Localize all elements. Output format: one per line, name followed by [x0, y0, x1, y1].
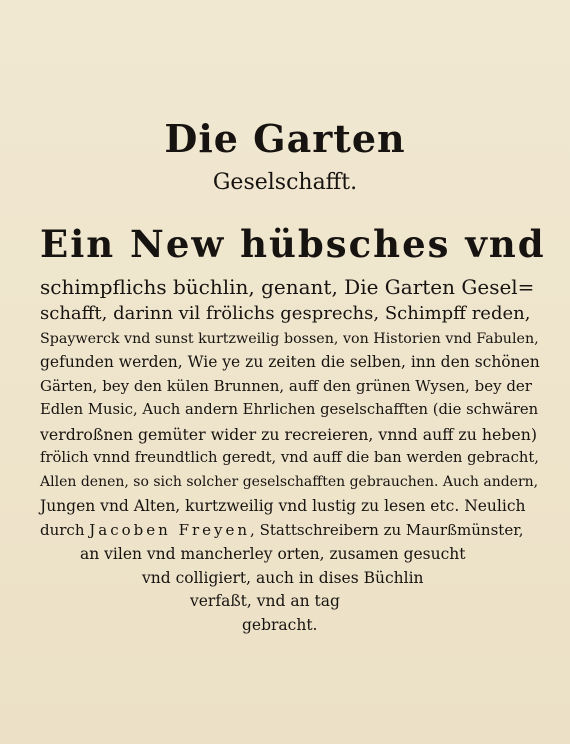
text-line-11-rest: , Stattschreibern zu Maurßmünster, — [250, 521, 524, 539]
page-title: Die Garten — [164, 116, 406, 161]
headline: Ein New hübsches vnd — [40, 222, 546, 266]
text-line-9: Allen denen, so sich solcher geselschafften gebrauchen. Auch andern, — [40, 474, 539, 490]
text-line-8: frölich vnnd freundtlich geredt, vnd auff die ban werden gebracht, — [40, 449, 539, 466]
text-line-6: Edlen Music, Auch andern Ehrlichen geselschafften (die schwären — [40, 401, 539, 418]
text-line-12: an vilen vnd mancherley orten, zusamen gesucht — [80, 545, 466, 563]
text-line-7: verdroßnen gemüter wider zu recreieren, vnnd auff zu heben) — [40, 425, 538, 444]
text-line-10: Jungen vnd Alten, kurtzweilig vnd lustig zu lesen etc. Neulich — [40, 497, 526, 515]
text-line-15: gebracht. — [242, 616, 318, 634]
text-line-5: Gärten, bey den külen Brunnen, auff den grünen Wysen, bey der — [40, 377, 532, 395]
page-subtitle: Geselschafft. — [212, 170, 358, 195]
text-line-14: verfaßt, vnd an tag — [190, 592, 340, 610]
author-name: Jacoben Freyen — [89, 521, 251, 539]
text-line-4: gefunden werden, Wie ye zu zeiten die selben, inn den schönen — [40, 353, 540, 371]
text-line-3: Spaywerck vnd sunst kurtzweilig bossen, von Historien vnd Fabulen, — [40, 331, 539, 347]
text-line-11 — [40, 523, 524, 538]
text-line-13: vnd colligiert, auch in dises Büchlin — [142, 569, 424, 587]
text-line-1: schimpflichs büchlin, genant, Die Garten Gesel= — [40, 275, 535, 299]
text-line-2: schafft, darinn vil frölichs gesprechs, Schimpff reden, — [40, 303, 531, 324]
text-durch: durch — [40, 521, 85, 539]
